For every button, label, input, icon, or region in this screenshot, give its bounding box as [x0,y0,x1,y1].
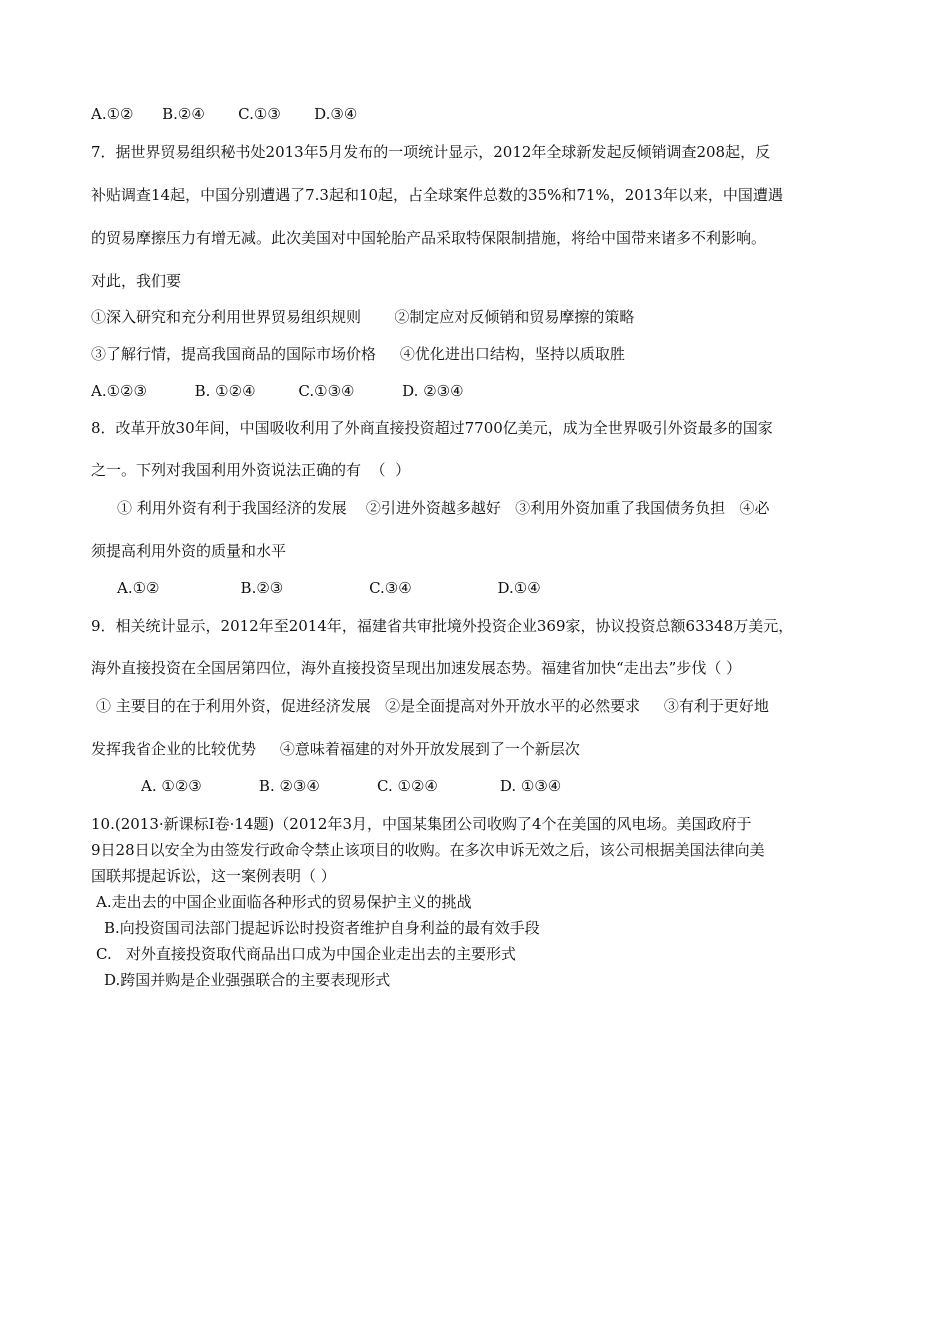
q7-stem-line-1: 7．据世界贸易组织秘书处2013年5月发布的一项统计显示，2012年全球新发起反倾销调查208起，反 [91,143,771,161]
q9-options: A. ①②③ B. ②③④ C. ①②④ D. ①③④ [141,777,562,795]
q10-option-a: A.走出去的中国企业面临各种形式的贸易保护主义的挑战 [96,893,472,911]
q10-stem-line-1: 10.(2013·新课标Ⅰ卷·14题)（2012年3月，中国某集团公司收购了4个在美国的风电场。美国政府于 [91,815,752,833]
q9-stem-line-2: 海外直接投资在全国居第四位，海外直接投资呈现出加速发展态势。福建省加快“走出去”步伐（ ） [91,659,742,677]
q9-items-line-1: ① 主要目的在于利用外资，促进经济发展 ②是全面提高对外开放水平的必然要求 ③有利于更好地 [96,697,769,715]
q8-stem-line-2: 之一。下列对我国利用外资说法正确的有 （ ） [91,461,411,479]
q7-stem-line-2: 补贴调查14起，中国分别遭遇了7.3起和10起，占全球案件总数的35%和71%，2013年以来，中国遭遇 [91,186,783,204]
q8-items-line-2: 须提高利用外资的质量和水平 [91,542,287,560]
q7-items-3-4: ③了解行情，提高我国商品的国际市场价格 ④优化进出口结构，坚持以质取胜 [91,345,625,363]
q7-stem-line-4: 对此，我们要 [91,272,182,290]
q10-option-d: D.跨国并购是企业强强联合的主要表现形式 [104,971,391,989]
q10-stem-line-3: 国联邦提起诉讼，这一案例表明（ ） [91,867,336,885]
q7-items-1-2: ①深入研究和充分利用世界贸易组织规则 ②制定应对反倾销和贸易摩擦的策略 [91,308,635,326]
q8-stem-line-1: 8．改革开放30年间，中国吸收利用了外商直接投资超过7700亿美元，成为全世界吸引外资最多的国家 [91,419,773,437]
q8-items-line-1: ① 利用外资有利于我国经济的发展 ②引进外资越多越好 ③利用外资加重了我国债务负担 ④必 [117,499,770,517]
q7-stem-line-3: 的贸易摩擦压力有增无减。此次美国对中国轮胎产品采取特保限制措施，将给中国带来诸多不利影响。 [91,229,767,247]
q8-options: A.①② B.②③ C.③④ D.①④ [117,579,541,597]
q6-options: A.①② B.②④ C.①③ D.③④ [91,105,358,123]
q9-stem-line-1: 9．相关统计显示，2012年至2014年，福建省共审批境外投资企业369家，协议投资总额63348万美元， [91,617,794,635]
q10-option-b: B.向投资国司法部门提起诉讼时投资者维护自身利益的最有效手段 [104,919,540,937]
q10-option-c: C. 对外直接投资取代商品出口成为中国企业走出去的主要形式 [96,945,517,963]
q10-stem-line-2: 9日28日以安全为由签发行政命令禁止该项目的收购。在多次申诉无效之后，该公司根据美国法律向美 [91,841,765,859]
q7-options: A.①②③ B. ①②④ C.①③④ D. ②③④ [91,382,464,400]
q9-items-line-2: 发挥我省企业的比较优势 ④意味着福建的对外开放发展到了一个新层次 [91,740,580,758]
